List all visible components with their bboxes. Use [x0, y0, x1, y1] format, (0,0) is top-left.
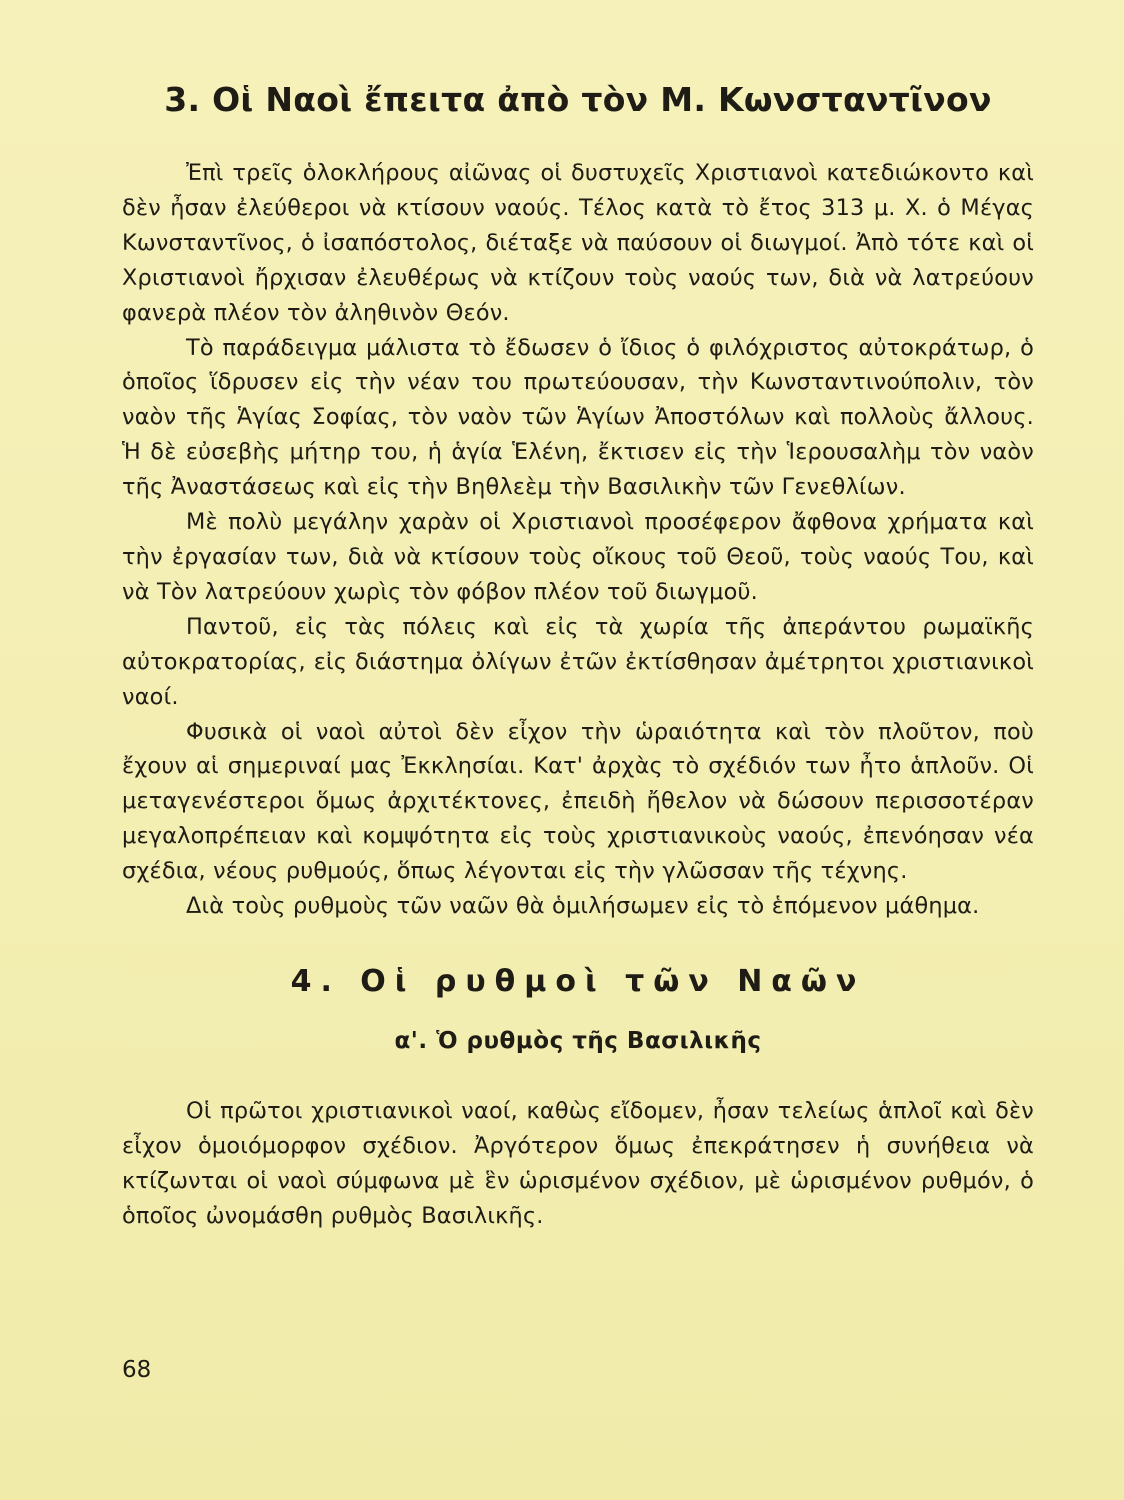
- section-3-body: [122, 156, 1034, 924]
- subsection-basilica-title: α'. Ὁ ρυθμὸς τῆς Βασιλικῆς: [394, 1027, 762, 1054]
- section-3-title: 3. Οἱ Ναοὶ ἔπειτα ἀπὸ τὸν Μ. Κωνσταντῖνον: [164, 80, 992, 119]
- section-4-paragraph-1: Οἱ πρῶτοι χριστιανικοὶ ναοί, καθὼς εἴδομεν, ἦσαν τελείως ἁπλοῖ καὶ δὲν εἶχον ὁμοιόμορφον σχέδιον. Ἀργότερον ὅμως ἐπεκράτησεν ἡ συνήθεια νὰ κτίζωνται οἱ ναοὶ σύμφωνα μὲ ἓν ὡρισμένον σχέδιον, μὲ ὡρισμένον ρυθμόν, ὁ ὁποῖος ὠνομάσθη ρυθμὸς Βασιλικῆς.: [122, 1097, 1034, 1229]
- section-3-paragraph-3: Μὲ πολὺ μεγάλην χαρὰν οἱ Χριστιανοὶ προσέφερον ἄφθονα χρήματα καὶ τὴν ἐργασίαν των, διὰ νὰ κτίσουν τοὺς οἴκους τοῦ Θεοῦ, τοὺς ναούς Του, καὶ νὰ Τὸν λατρεύουν χωρὶς τὸν φόβον πλέον τοῦ διωγμοῦ.: [122, 509, 1034, 605]
- section-3-paragraph-2: Τὸ παράδειγμα μάλιστα τὸ ἔδωσεν ὁ ἴδιος ὁ φιλόχριστος αὐτοκράτωρ, ὁ ὁποῖος ἵδρυσεν εἰς τὴν νέαν του πρωτεύουσαν, τὴν Κωνσταντινούπολιν, τὸν ναὸν τῆς Ἁγίας Σοφίας, τὸν ναὸν τῶν Ἁγίων Ἀποστόλων καὶ πολλοὺς ἄλλους. Ἡ δὲ εὐσεβὴς μήτηρ του, ἡ ἁγία Ἑλένη, ἔκτισεν εἰς τὴν Ἱερουσαλὴμ τὸν ναὸν τῆς Ἀναστάσεως καὶ εἰς τὴν Βηθλεὲμ τὴν Βασιλικὴν τῶν Γενεθλίων.: [122, 334, 1034, 501]
- section-4-title: 4. Οἱ ρυθμοὶ τῶν Ναῶν: [290, 963, 866, 999]
- section-3-paragraph-5: Φυσικὰ οἱ ναοὶ αὐτοὶ δὲν εἶχον τὴν ὡραιότητα καὶ τὸν πλοῦτον, ποὺ ἔχουν αἱ σημεριναί μας Ἐκκλησίαι. Κατ' ἀρχὰς τὸ σχέδιόν των ἦτο ἁπλοῦν. Οἱ μεταγενέστεροι ὅμως ἀρχιτέκτονες, ἐπειδὴ ἤθελον νὰ δώσουν περισσοτέραν μεγαλοπρέπειαν καὶ κομψότητα εἰς τοὺς χριστιανικοὺς ναούς, ἐπενόησαν νέα σχέδια, νέους ρυθμούς, ὅπως λέγονται εἰς τὴν γλῶσσαν τῆς τέχνης.: [122, 718, 1034, 885]
- section-4-body: [122, 1094, 1034, 1234]
- section-3-paragraph-6: Διὰ τοὺς ρυθμοὺς τῶν ναῶν θὰ ὁμιλήσωμεν εἰς τὸ ἑπόμενον μάθημα.: [186, 893, 980, 920]
- page-content: [122, 78, 1034, 1234]
- section-3-paragraph-4: Παντοῦ, εἰς τὰς πόλεις καὶ εἰς τὰ χωρία τῆς ἀπεράντου ρωμαϊκῆς αὐτοκρατορίας, εἰς διάστημα ὀλίγων ἐτῶν ἐκτίσθησαν ἀμέτρητοι χριστιανικοὶ ναοί.: [122, 613, 1034, 710]
- page-number: 68: [122, 1357, 152, 1383]
- section-3-paragraph-1: Ἐπὶ τρεῖς ὁλοκλήρους αἰῶνας οἱ δυστυχεῖς Χριστιανοὶ κατεδιώκοντο καὶ δὲν ἦσαν ἐλεύθεροι νὰ κτίσουν ναούς. Τέλος κατὰ τὸ ἔτος 313 μ. Χ. ὁ Μέγας Κωνσταντῖνος, ὁ ἰσαπόστολος, διέταξε νὰ παύσουν οἱ διωγμοί. Ἀπὸ τότε καὶ οἱ Χριστιανοὶ ἤρχισαν ἐλευθέρως νὰ κτίζουν τοὺς ναούς των, διὰ νὰ λατρεύουν φανερὰ πλέον τὸν ἀληθινὸν Θεόν.: [122, 160, 1034, 326]
